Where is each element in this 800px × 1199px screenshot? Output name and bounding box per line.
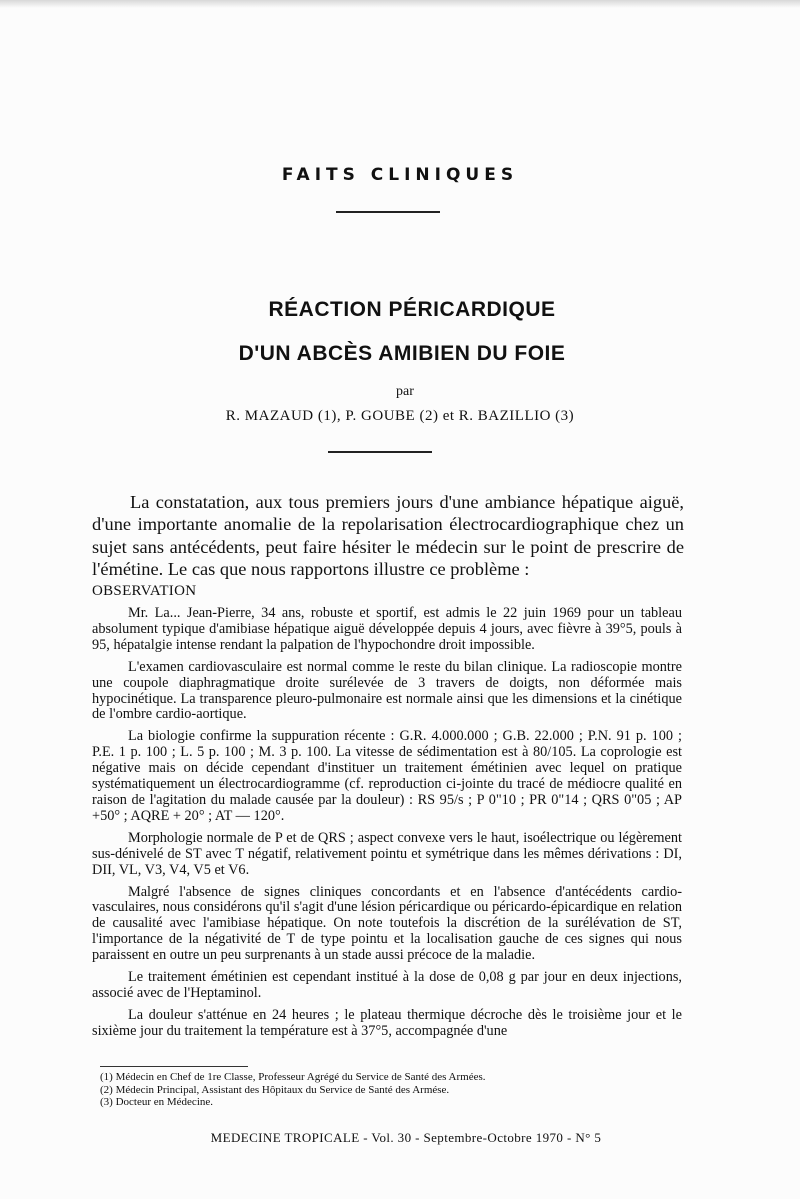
body-paragraph: L'examen cardiovasculaire est normal comme le reste du bilan clinique. La radioscopie montre une coupole diaphragmatique droite surélevée de 3 travers de doigts, non déformée mais hypocinétique. La transparence pleuro-pulmonaire est normale ainsi que les dimensions et la cinétique de l'ombre cardio-aortique. (92, 658, 682, 723)
article-body (92, 606, 682, 1046)
footnote: (2) Médecin Principal, Assistant des Hôpitaux du Service de Santé des Armése. (100, 1083, 450, 1096)
article-title-line-1: RÉACTION PÉRICARDIQUE (268, 298, 556, 321)
footnote: (1) Médecin en Chef de 1re Classe, Professeur Agrégé du Service de Santé des Armées. (100, 1071, 486, 1083)
lead-paragraph: La constatation, aux tous premiers jours d'une ambiance hépatique aiguë, d'une importante anomalie de la repolarisation électrocardiographique chez un sujet sans antécédents, peut faire hésiter le médecin sur le point de prescrire de l'émétine. Le cas que nous rapportons illustre ce problème : (92, 492, 684, 579)
body-paragraph: La douleur s'atténue en 24 heures ; le plateau thermique décroche dès le troisième jour et le sixième jour du traitement la température est à 37°5, accompagnée d'une (92, 1006, 682, 1039)
footnote-divider (100, 1066, 248, 1067)
footnotes (100, 1071, 680, 1109)
section-label: FAITS CLINIQUES (281, 165, 519, 185)
body-paragraph: La biologie confirme la suppuration récente : G.R. 4.000.000 ; G.B. 22.000 ; P.N. 91 p. 100 ; P.E. 1 p. 100 ; L. 5 p. 100 ; M. 3 p. 100. La vitesse de sédimentation est à 80/105. La coprologie est négative mais on décide cependant d'instituer un traitement émétinien avec lequel on pratique systématiquement un électrocardiogramme (cf. reproduction ci-jointe du tracé de médiocre qualité en raison de l'agitation du malade causée par la douleur) : RS 95/s ; P 0"10 ; PR 0"14 ; QRS 0"05 ; AP +50° ; AQRE + 20° ; AT — 120°. (92, 728, 682, 824)
scan-edge-shadow (0, 0, 800, 8)
body-paragraph: Le traitement émétinien est cependant institué à la dose de 0,08 g par jour en deux injections, associé avec de l'Heptaminol. (92, 969, 682, 1001)
title-divider (328, 451, 432, 453)
article-title-line-2: D'UN ABCÈS AMIBIEN DU FOIE (238, 342, 566, 365)
section-divider (336, 211, 440, 213)
section-heading: OBSERVATION (92, 583, 197, 599)
byline-par: par (396, 384, 414, 399)
body-paragraph: Malgré l'absence de signes cliniques concordants et en l'absence d'antécédents cardio-vasculaires, nous considérons qu'il s'agit d'une lésion péricardique ou péricardo-épicardique en relation de causalité avec l'amibiase hépatique. On note toutefois la discrétion de la surélévation de ST, l'importance de la négativité de T de type pointu et la localisation gauche de ces signes qui nous paraissent en outre un peu surprenants à un stade aussi précoce de la maladie. (92, 883, 682, 964)
body-paragraph: Morphologie normale de P et de QRS ; aspect convexe vers le haut, isoélectrique ou légèrement sus-dénivelé de ST avec T négatif, relativement pointu et symétrique dans les mêmes dérivations : DI, DII, VL, V3, V4, V5 et V6. (92, 829, 682, 878)
footnote: (3) Docteur en Médecine. (100, 1096, 214, 1108)
journal-footer: MEDECINE TROPICALE - Vol. 30 - Septembre-Octobre 1970 - N° 5 (210, 1130, 602, 1145)
body-paragraph: Mr. La... Jean-Pierre, 34 ans, robuste et sportif, est admis le 22 juin 1969 pour un tableau absolument typique d'amibiase hépatique aiguë développée depuis 4 jours, avec fièvre à 39°5, pouls à 95, hépatalgie intense rendant la palpation de l'hypochondre droit impossible. (92, 605, 682, 653)
author-list: R. MAZAUD (1), P. GOUBE (2) et R. BAZILLIO (3) (225, 408, 575, 424)
